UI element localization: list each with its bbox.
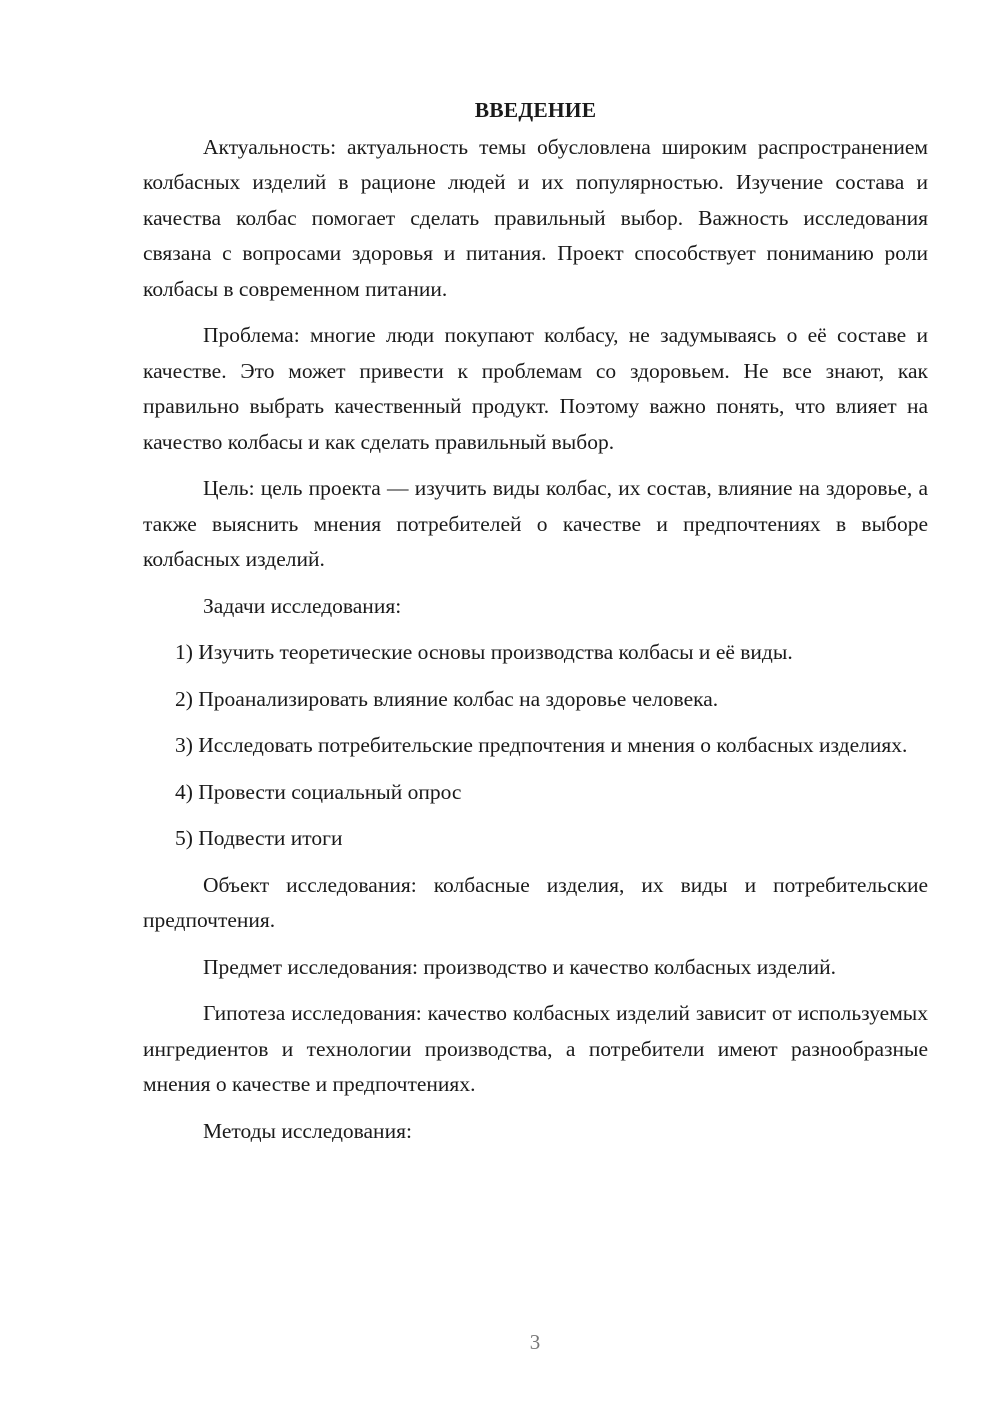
- problem-paragraph: Проблема: многие люди покупают колбасу, не задумываясь о её составе и качестве. Это может привести к проблемам со здоровьем. Не все знают, как правильно выбрать качественный продукт. Поэтому важно понять, что влияет на качество колбасы и как сделать правильный выбор.: [143, 323, 928, 454]
- task-item: 2) Проанализировать влияние колбас на здоровье человека.: [175, 686, 719, 711]
- hypothesis-paragraph: Гипотеза исследования: качество колбасных изделий зависит от используемых ингредиентов и технологии производства, а потребители имеют разнообразные мнения о качестве и предпочтениях.: [143, 1001, 928, 1096]
- task-item: 5) Подвести итоги: [175, 826, 343, 850]
- methods-heading: Методы исследования:: [203, 1118, 412, 1143]
- task-item: 3) Исследовать потребительские предпочтения и мнения о колбасных изделиях.: [175, 733, 908, 757]
- goal-paragraph: Цель: цель проекта — изучить виды колбас, их состав, влияние на здоровье, а также выяснить мнения потребителей о качестве и предпочтениях в выборе колбасных изделий.: [143, 476, 928, 571]
- page-title: ВВЕДЕНИЕ: [474, 98, 597, 122]
- task-item: 4) Провести социальный опрос: [175, 779, 462, 804]
- document-page: [143, 93, 928, 1160]
- relevance-paragraph: Актуальность: актуальность темы обусловлена широким распространением колбасных изделий в рационе людей и их популярностью. Изучение состава и качества колбас помогает сделать правильный выбор. Важность исследования связана с вопросами здоровья и питания. Проект способствует пониманию роли колбасы в современном питании.: [143, 134, 928, 301]
- page-number: 3: [529, 1330, 541, 1354]
- object-paragraph: Объект исследования: колбасные изделия, их виды и потребительские предпочтения.: [143, 872, 928, 932]
- subject-paragraph: Предмет исследования: производство и качество колбасных изделий.: [203, 954, 836, 979]
- tasks-heading: Задачи исследования:: [203, 593, 402, 618]
- tasks-list: [143, 635, 928, 857]
- task-item: 1) Изучить теоретические основы производства колбасы и её виды.: [175, 640, 793, 664]
